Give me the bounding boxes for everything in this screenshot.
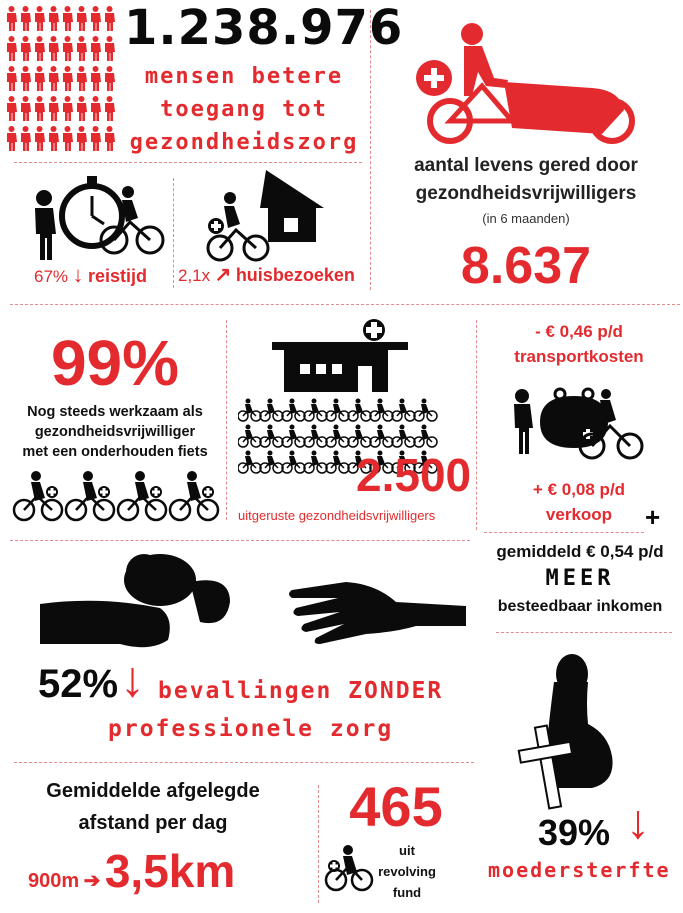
people-text-line-2: toegang tot: [160, 97, 328, 122]
disposable-income: besteedbaar inkomen: [497, 598, 663, 615]
still-active-text: [6, 402, 224, 462]
travel-label: reistijd: [87, 266, 147, 286]
clinic-icon: [270, 318, 410, 394]
births-line-2: professionele zorg: [108, 716, 394, 742]
still-active-line-2: gezondheidsvrijwilliger: [34, 424, 196, 440]
births-percent: 52%: [38, 662, 119, 706]
distance-values: [28, 844, 235, 898]
distance-arrow: ➔: [83, 870, 101, 892]
sales-value: + € 0,08 p/d: [532, 480, 626, 499]
lives-title-line-2: gezondheidsvrijwilligers: [415, 183, 637, 204]
people-grid-icon: [4, 6, 120, 156]
people-text-line-1: mensen betere: [144, 64, 344, 89]
divider-right-bottom: [496, 632, 672, 633]
people-text-line-3: gezondheidszorg: [129, 130, 359, 155]
visits-stat: [178, 262, 355, 287]
cross-icon: [516, 722, 580, 812]
visits-arrow: ↗: [214, 264, 232, 286]
plus-sign: +: [645, 502, 661, 532]
travel-stat: [34, 262, 147, 288]
travel-arrow: ↓: [72, 262, 84, 287]
more-label: MEER: [545, 566, 615, 591]
revolving-line-1: uit: [399, 843, 415, 858]
still-active-line-1: Nog steeds werkzaam als: [27, 404, 203, 420]
lives-title-line-1: aantal levens gered door: [414, 155, 638, 176]
still-active-line-3: met een onderhouden fiets: [22, 444, 208, 460]
bike-icon: [324, 844, 374, 892]
distance-to: 3,5km: [104, 845, 236, 897]
baby-icon: [40, 552, 250, 662]
divider-top-left: [14, 162, 362, 163]
distance-title: [18, 775, 288, 839]
distance-title-line-2: afstand per dag: [78, 812, 228, 834]
revolving-line-3: fund: [392, 885, 422, 900]
purse-icon: [510, 378, 650, 462]
revolving-text: [372, 840, 442, 903]
divider-row2-a: [226, 320, 227, 520]
travel-percent: 67%: [34, 267, 69, 286]
maternal-label: moedersterfte: [488, 858, 671, 882]
stopwatch-icon: [32, 172, 172, 262]
maternal-percent: 39%: [538, 812, 611, 853]
divider-top-mid: [173, 178, 174, 288]
births-line-1: bevallingen ZONDER: [158, 678, 444, 704]
divider-row1: [10, 304, 680, 305]
visits-label: huisbezoeken: [235, 265, 355, 285]
people-text: [120, 60, 368, 159]
bike-row-icon: [12, 470, 222, 526]
house-icon: [206, 168, 336, 264]
lives-value: 8.637: [460, 237, 592, 295]
divider-row3: [14, 762, 474, 763]
still-active-percent: 99%: [50, 327, 180, 399]
visits-factor: 2,1x: [178, 266, 211, 285]
transport-label: transportkosten: [514, 347, 644, 366]
divider-row2: [10, 540, 470, 541]
sales-label: verkoop: [545, 505, 613, 524]
divider-row2-b: [476, 320, 477, 530]
lives-title: [392, 152, 660, 208]
divider-bottom: [318, 785, 319, 903]
equipped-value: 2.500: [356, 449, 472, 501]
distance-from: 900m: [28, 870, 80, 892]
births-arrow: ↓: [120, 651, 145, 707]
revolving-value: 465: [349, 775, 443, 838]
maternal-arrow: ↓: [626, 796, 650, 849]
hand-icon: [286, 580, 466, 652]
people-count: 1.238.976: [124, 0, 404, 56]
equipped-label: uitgeruste gezondheidsvrijwilligers: [238, 508, 436, 523]
cargo-bike-icon: [412, 16, 642, 144]
average-income: gemiddeld € 0,54 p/d: [496, 542, 664, 561]
revolving-line-2: revolving: [378, 864, 436, 879]
transport-value: - € 0,46 p/d: [535, 322, 623, 341]
lives-period: (in 6 maanden): [482, 211, 570, 226]
divider-income: [484, 532, 644, 533]
distance-title-line-1: Gemiddelde afgelegde: [46, 780, 260, 802]
